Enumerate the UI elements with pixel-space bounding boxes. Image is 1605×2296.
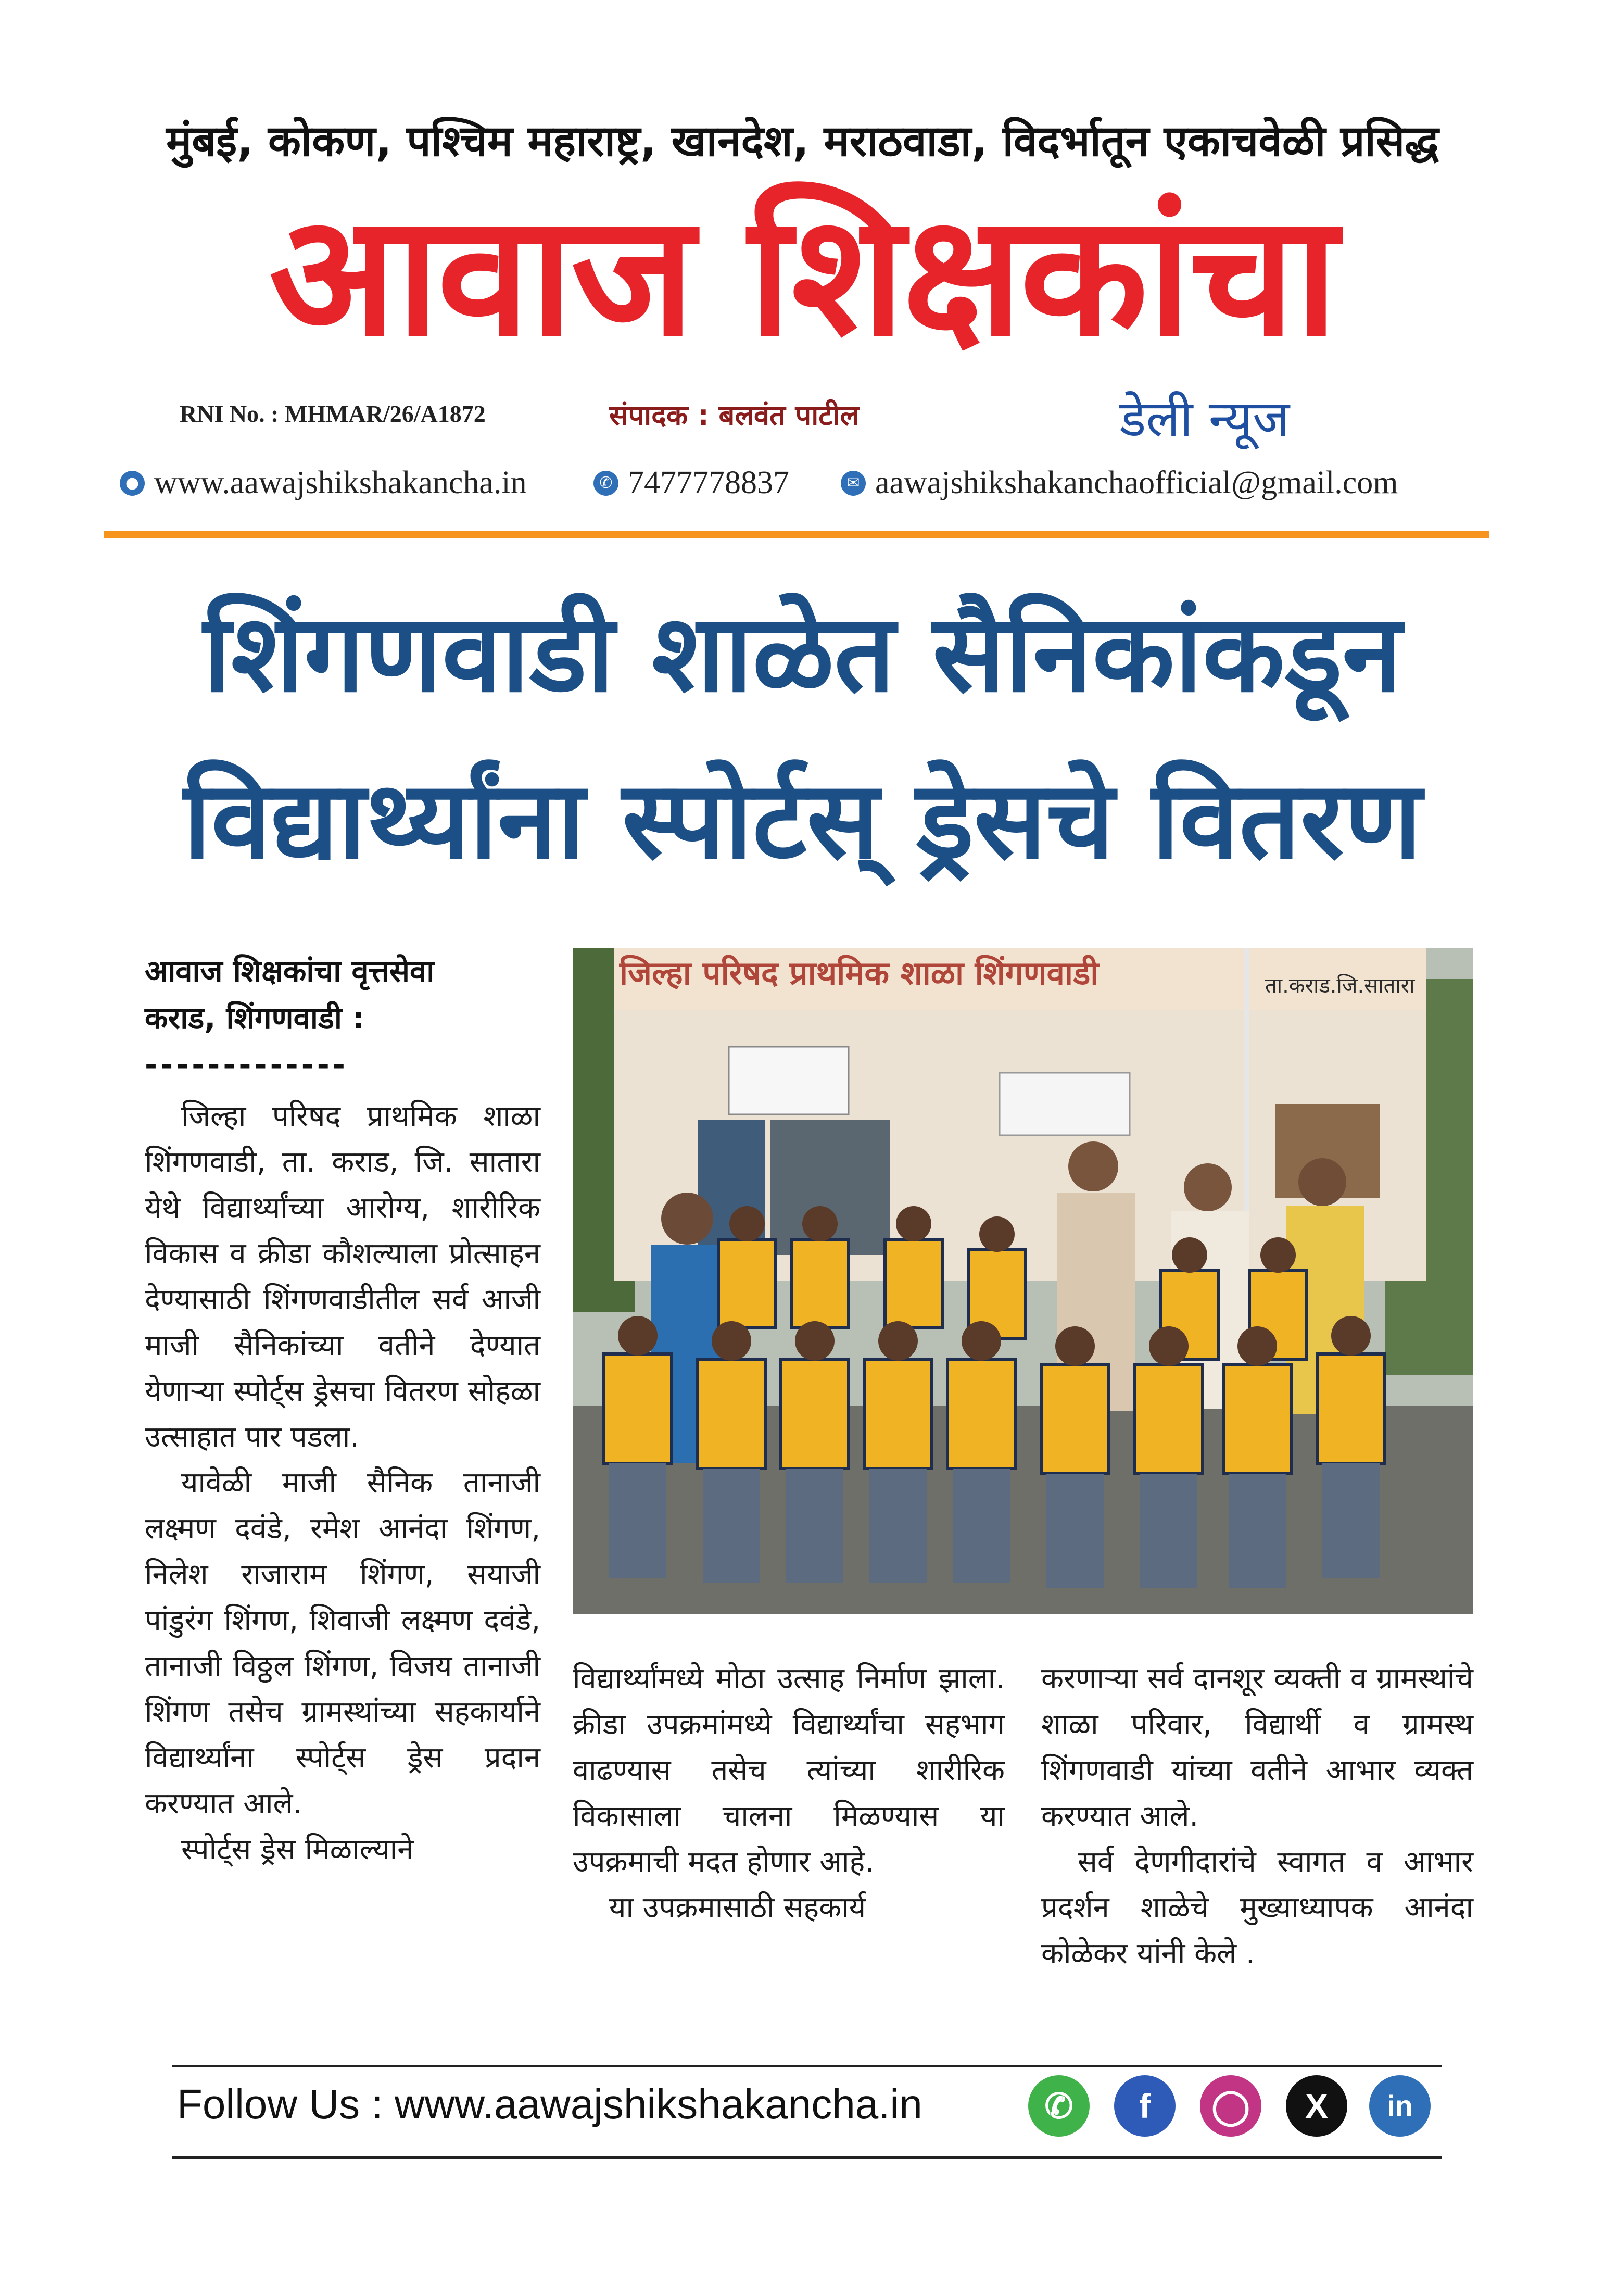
school-sign-location: ता.कराड.जि.सातारा bbox=[1265, 974, 1415, 998]
news-service: आवाज शिक्षकांचा वृत्तसेवा bbox=[145, 953, 435, 989]
rni-number: RNI No. : MHMAR/26/A1872 bbox=[180, 400, 486, 427]
editor-name: संपादक : बलवंत पाटील bbox=[609, 399, 860, 432]
email-address[interactable]: aawajshikshakanchaofficial@gmail.com bbox=[875, 465, 1398, 500]
phone-contact[interactable] bbox=[593, 465, 789, 501]
paragraph: यावेळी माजी सैनिक तानाजी लक्ष्मण दवंडे, रमेश आनंदा शिंगण, निलेश राजाराम शिंगण, सयाजी पांडुरंग शिंगण, शिवाजी लक्ष्मण दवंडे, तानाजी विठ्ठल शिंगण, विजय तानाजी शिंगण तसेच ग्रामस्थांच्या सहकार्याने विद्यार्थ्यांना स्पोर्ट्स ड्रेस प्रदान करण्यात आले. bbox=[145, 1466, 540, 1821]
footer-divider-top bbox=[172, 2065, 1442, 2067]
paragraph: करणाऱ्या सर्व दानशूर व्यक्ती व ग्रामस्थांचे शाळा परिवार, विद्यार्थी व ग्रामस्थ शिंगणवाडी यांच्या वतीने आभार व्यक्त करण्यात आले. bbox=[1041, 1662, 1473, 1833]
headline-line-1: शिंगणवाडी शाळेत सैनिकांकडून bbox=[203, 591, 1402, 716]
follow-us-link[interactable]: Follow Us : www.aawajshikshakancha.in bbox=[177, 2081, 922, 2127]
mail-icon: ✉ bbox=[841, 471, 866, 496]
instagram-icon[interactable]: ◯ bbox=[1200, 2075, 1261, 2137]
school-sign: जिल्हा परिषद प्राथमिक शाळा शिंगणवाडी bbox=[620, 954, 1099, 992]
header-divider bbox=[104, 531, 1489, 538]
article-column-3 bbox=[1041, 1656, 1473, 1977]
phone-number[interactable]: 7477778837 bbox=[628, 465, 789, 500]
location: कराड, शिंगणवाडी : bbox=[145, 1000, 365, 1036]
article-column-2 bbox=[573, 1656, 1005, 1931]
dateline-separator: ------------- bbox=[145, 1047, 348, 1082]
website-contact[interactable] bbox=[120, 465, 527, 501]
newspaper-title: आवाज शिक्षकांचा bbox=[269, 179, 1336, 373]
article-photo bbox=[573, 948, 1473, 1614]
linkedin-icon[interactable]: in bbox=[1369, 2075, 1431, 2137]
paragraph: जिल्हा परिषद प्राथमिक शाळा शिंगणवाडी, ता. कराड, जि. सातारा येथे विद्यार्थ्यांच्या आरोग्य, शारीरिक विकास व क्रीडा कौशल्याला प्रोत्साहन देण्यासाठी शिंगणवाडीतील सर्व आजी माजी सैनिकांच्या वतीने देण्यात येणाऱ्या स्पोर्ट्स ड्रेसचा वितरण सोहळा उत्साहात पार पडला. bbox=[145, 1099, 540, 1454]
website-link[interactable]: www.aawajshikshakancha.in bbox=[154, 465, 527, 500]
facebook-icon[interactable]: f bbox=[1114, 2075, 1176, 2137]
edition-label: डेली न्यूज bbox=[1119, 390, 1290, 448]
article-column-1 bbox=[145, 1094, 540, 1873]
paragraph: विद्यार्थ्यांमध्ये मोठा उत्साह निर्माण झाला. क्रीडा उपक्रमांमध्ये विद्यार्थ्यांचा सहभाग वाढण्यास तसेच त्यांच्या शारीरिक विकासाला चालना मिळण्यास या उपक्रमाची मदत होणार आहे. bbox=[573, 1662, 1005, 1879]
paragraph: सर्व देणगीदारांचे स्वागत व आभार प्रदर्शन शाळेचे मुख्याध्यापक आनंदा कोळेकर यांनी केले . bbox=[1041, 1845, 1473, 1971]
whatsapp-icon[interactable]: ✆ bbox=[1028, 2075, 1090, 2137]
headline-line-2: विद्यार्थ्यांना स्पोर्टस् ड्रेसचे वितरण bbox=[183, 758, 1422, 883]
school-children-photo bbox=[573, 948, 1473, 1614]
phone-icon: ✆ bbox=[593, 471, 618, 496]
regions-tagline: मुंबई, कोकण, पश्चिम महाराष्ट्र, खानदेश, मराठवाडा, विदर्भातून एकाचवेळी प्रसिद्ध bbox=[166, 117, 1439, 166]
paragraph: स्पोर्ट्स ड्रेस मिळाल्याने bbox=[181, 1833, 414, 1866]
dateline bbox=[145, 948, 540, 1042]
paragraph: या उपक्रमासाठी सहकार्य bbox=[609, 1891, 866, 1925]
x-icon[interactable]: X bbox=[1286, 2075, 1347, 2137]
globe-icon: ● bbox=[120, 471, 145, 496]
email-contact[interactable] bbox=[841, 465, 1398, 501]
footer-divider-bottom bbox=[172, 2156, 1442, 2159]
